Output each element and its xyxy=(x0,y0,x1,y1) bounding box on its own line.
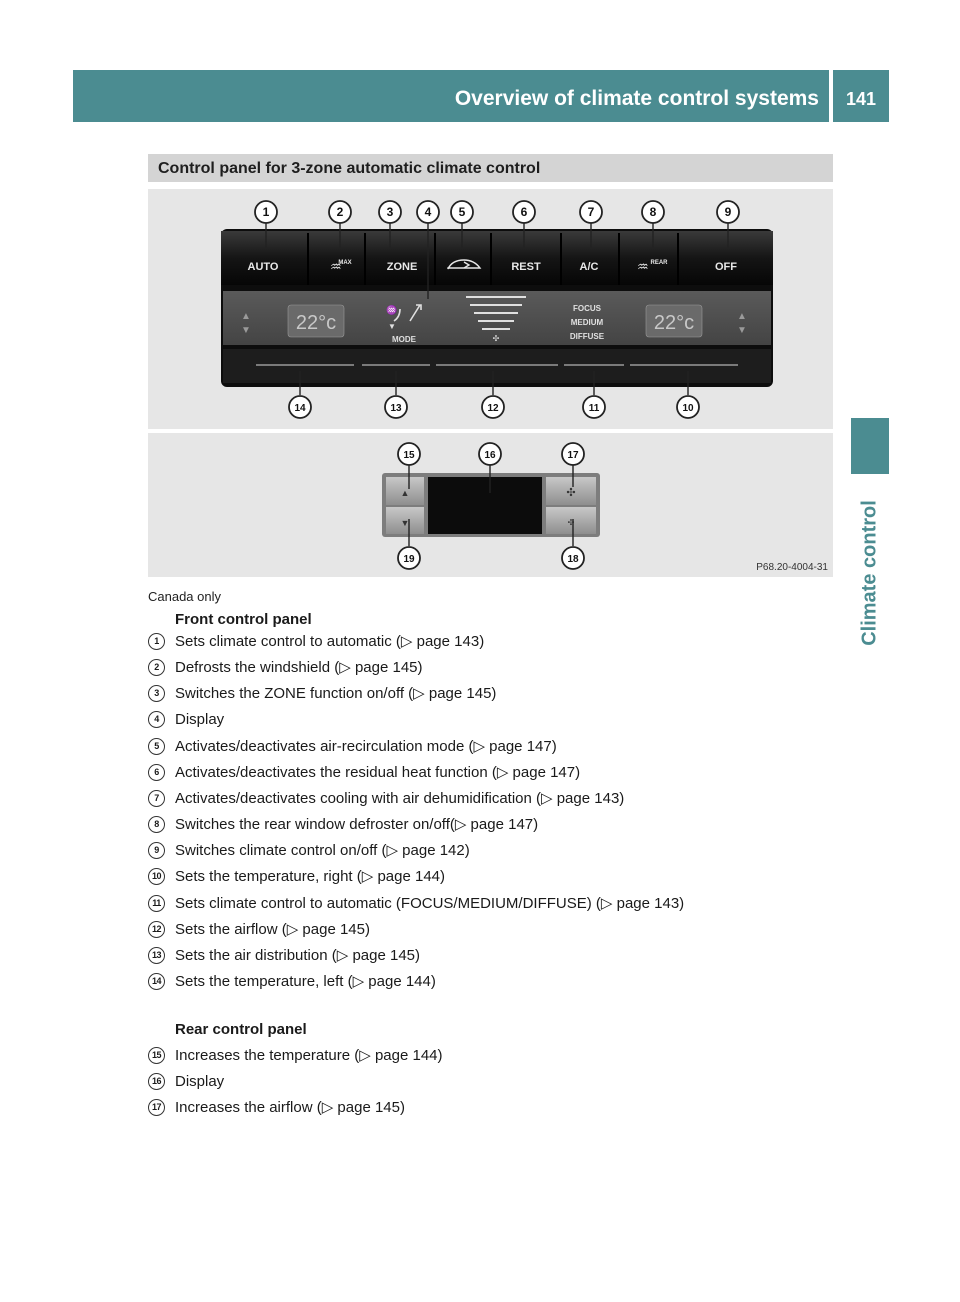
mode-label: MODE xyxy=(392,335,416,344)
btn-auto-label: AUTO xyxy=(247,261,279,273)
callout-13: 13 xyxy=(390,403,402,414)
item-text: Increases the temperature (▷ page 144) xyxy=(175,1047,443,1064)
sidebar-tab-block xyxy=(851,418,889,474)
right-temp-readout: 22°c xyxy=(653,312,695,334)
callout-12: 12 xyxy=(487,403,499,414)
rear-control-panel xyxy=(382,473,600,537)
figure-caption: Canada only xyxy=(148,589,221,604)
control-panel-figure xyxy=(148,189,833,577)
callout-4: 4 xyxy=(424,205,432,219)
callout-19: 19 xyxy=(403,554,415,565)
item-text: Sets the temperature, left (▷ page 144) xyxy=(175,972,436,990)
defrost-small-icon: ♒ xyxy=(386,305,398,315)
callout-2: 2 xyxy=(336,205,344,219)
item-number-badge: 5 xyxy=(148,738,165,755)
item-text: Sets climate control to automatic (FOCUS/MEDIUM/DIFFUSE) (▷ page 143) xyxy=(175,894,685,912)
item-number-badge: 11 xyxy=(148,895,165,912)
item-number-badge: 9 xyxy=(148,842,165,859)
section-title: Control panel for 3-zone automatic climate control xyxy=(158,160,541,177)
rear-fan-small-icon: ✣ xyxy=(567,518,575,527)
header-title: Overview of climate control systems xyxy=(454,87,819,110)
callout-15: 15 xyxy=(403,450,415,461)
right-down-arrow-icon: ▼ xyxy=(737,325,747,336)
item-number-badge: 12 xyxy=(148,921,165,938)
callout-8: 8 xyxy=(649,205,657,219)
callout-5: 5 xyxy=(458,205,466,219)
focus-label: FOCUS xyxy=(573,304,601,313)
callout-10: 10 xyxy=(682,403,694,414)
callout-1: 1 xyxy=(262,205,270,219)
item-text: Sets the air distribution (▷ page 145) xyxy=(175,946,421,964)
item-text: Sets the airflow (▷ page 145) xyxy=(175,920,370,938)
btn-max-label: MAX xyxy=(338,260,352,266)
front-control-panel xyxy=(221,229,773,387)
btn-rear-label: REAR xyxy=(650,260,668,266)
sidebar-label: Climate control xyxy=(858,500,881,646)
windshield-defrost-icon: ♒ xyxy=(330,260,342,275)
page-number: 141 xyxy=(833,70,889,122)
item-text: Increases the airflow (▷ page 145) xyxy=(175,1099,405,1117)
item-text: Activates/deactivates air-recirculation mode (▷ page 147) xyxy=(175,737,557,755)
rear-down-arrow-icon: ▼ xyxy=(400,518,410,528)
item-text: Switches climate control on/off (▷ page 142) xyxy=(175,842,470,860)
front-panel-heading: Front control panel xyxy=(175,611,312,628)
callout-6: 6 xyxy=(520,205,528,219)
item-number-badge: 13 xyxy=(148,947,165,964)
callout-11: 11 xyxy=(588,403,600,414)
callout-17: 17 xyxy=(567,450,579,461)
item-number-badge: 10 xyxy=(148,868,165,885)
item-number-badge: 17 xyxy=(148,1099,165,1116)
item-number-badge: 7 xyxy=(148,790,165,807)
down-small-arrow-icon: ▼ xyxy=(388,322,396,331)
item-text: Sets climate control to automatic (▷ page 143) xyxy=(175,633,485,650)
item-text: Switches the ZONE function on/off (▷ page 145) xyxy=(175,685,497,703)
btn-off-label: OFF xyxy=(715,261,737,273)
right-up-arrow-icon: ▲ xyxy=(737,311,747,322)
item-number-badge: 14 xyxy=(148,973,165,990)
rear-defrost-icon: ♒ xyxy=(637,260,649,275)
item-number-badge: 3 xyxy=(148,685,165,702)
left-temp-readout: 22°c xyxy=(295,312,337,334)
btn-rest-label: REST xyxy=(511,261,541,273)
figure-code: P68.20-4004-31 xyxy=(756,562,828,573)
item-number-badge: 15 xyxy=(148,1047,165,1064)
item-number-badge: 1 xyxy=(148,633,165,650)
item-text: Activates/deactivates cooling with air dehumidification (▷ page 143) xyxy=(175,789,625,807)
left-down-arrow-icon: ▼ xyxy=(241,325,251,336)
medium-label: MEDIUM xyxy=(570,318,604,327)
rear-panel-heading: Rear control panel xyxy=(175,1021,307,1038)
callout-9: 9 xyxy=(724,205,732,219)
rear-up-arrow-icon: ▲ xyxy=(400,488,410,498)
roller-strip xyxy=(223,349,771,383)
item-text: Switches the rear window defroster on/off(▷ page 147) xyxy=(175,816,539,834)
item-text: Display xyxy=(175,1073,225,1091)
left-up-arrow-icon: ▲ xyxy=(241,311,251,322)
item-number-badge: 6 xyxy=(148,764,165,781)
callout-7: 7 xyxy=(587,205,595,219)
item-text: Sets the temperature, right (▷ page 144) xyxy=(175,868,446,886)
item-text: Defrosts the windshield (▷ page 145) xyxy=(175,659,423,677)
callout-14: 14 xyxy=(294,403,306,414)
diffuse-label: DIFFUSE xyxy=(569,332,605,341)
item-number-badge: 2 xyxy=(148,659,165,676)
item-number-badge: 4 xyxy=(148,711,165,728)
btn-zone-label: ZONE xyxy=(386,261,418,273)
callout-16: 16 xyxy=(484,450,496,461)
callout-18: 18 xyxy=(567,554,579,565)
rear-fan-large-icon: ✣ xyxy=(566,487,576,499)
fan-icon: ✣ xyxy=(492,334,500,343)
item-number-badge: 16 xyxy=(148,1073,165,1090)
item-number-badge: 8 xyxy=(148,816,165,833)
item-text: Activates/deactivates the residual heat function (▷ page 147) xyxy=(175,763,581,781)
callout-3: 3 xyxy=(386,205,394,219)
item-text: Display xyxy=(175,711,225,729)
btn-ac-label: A/C xyxy=(579,261,599,273)
